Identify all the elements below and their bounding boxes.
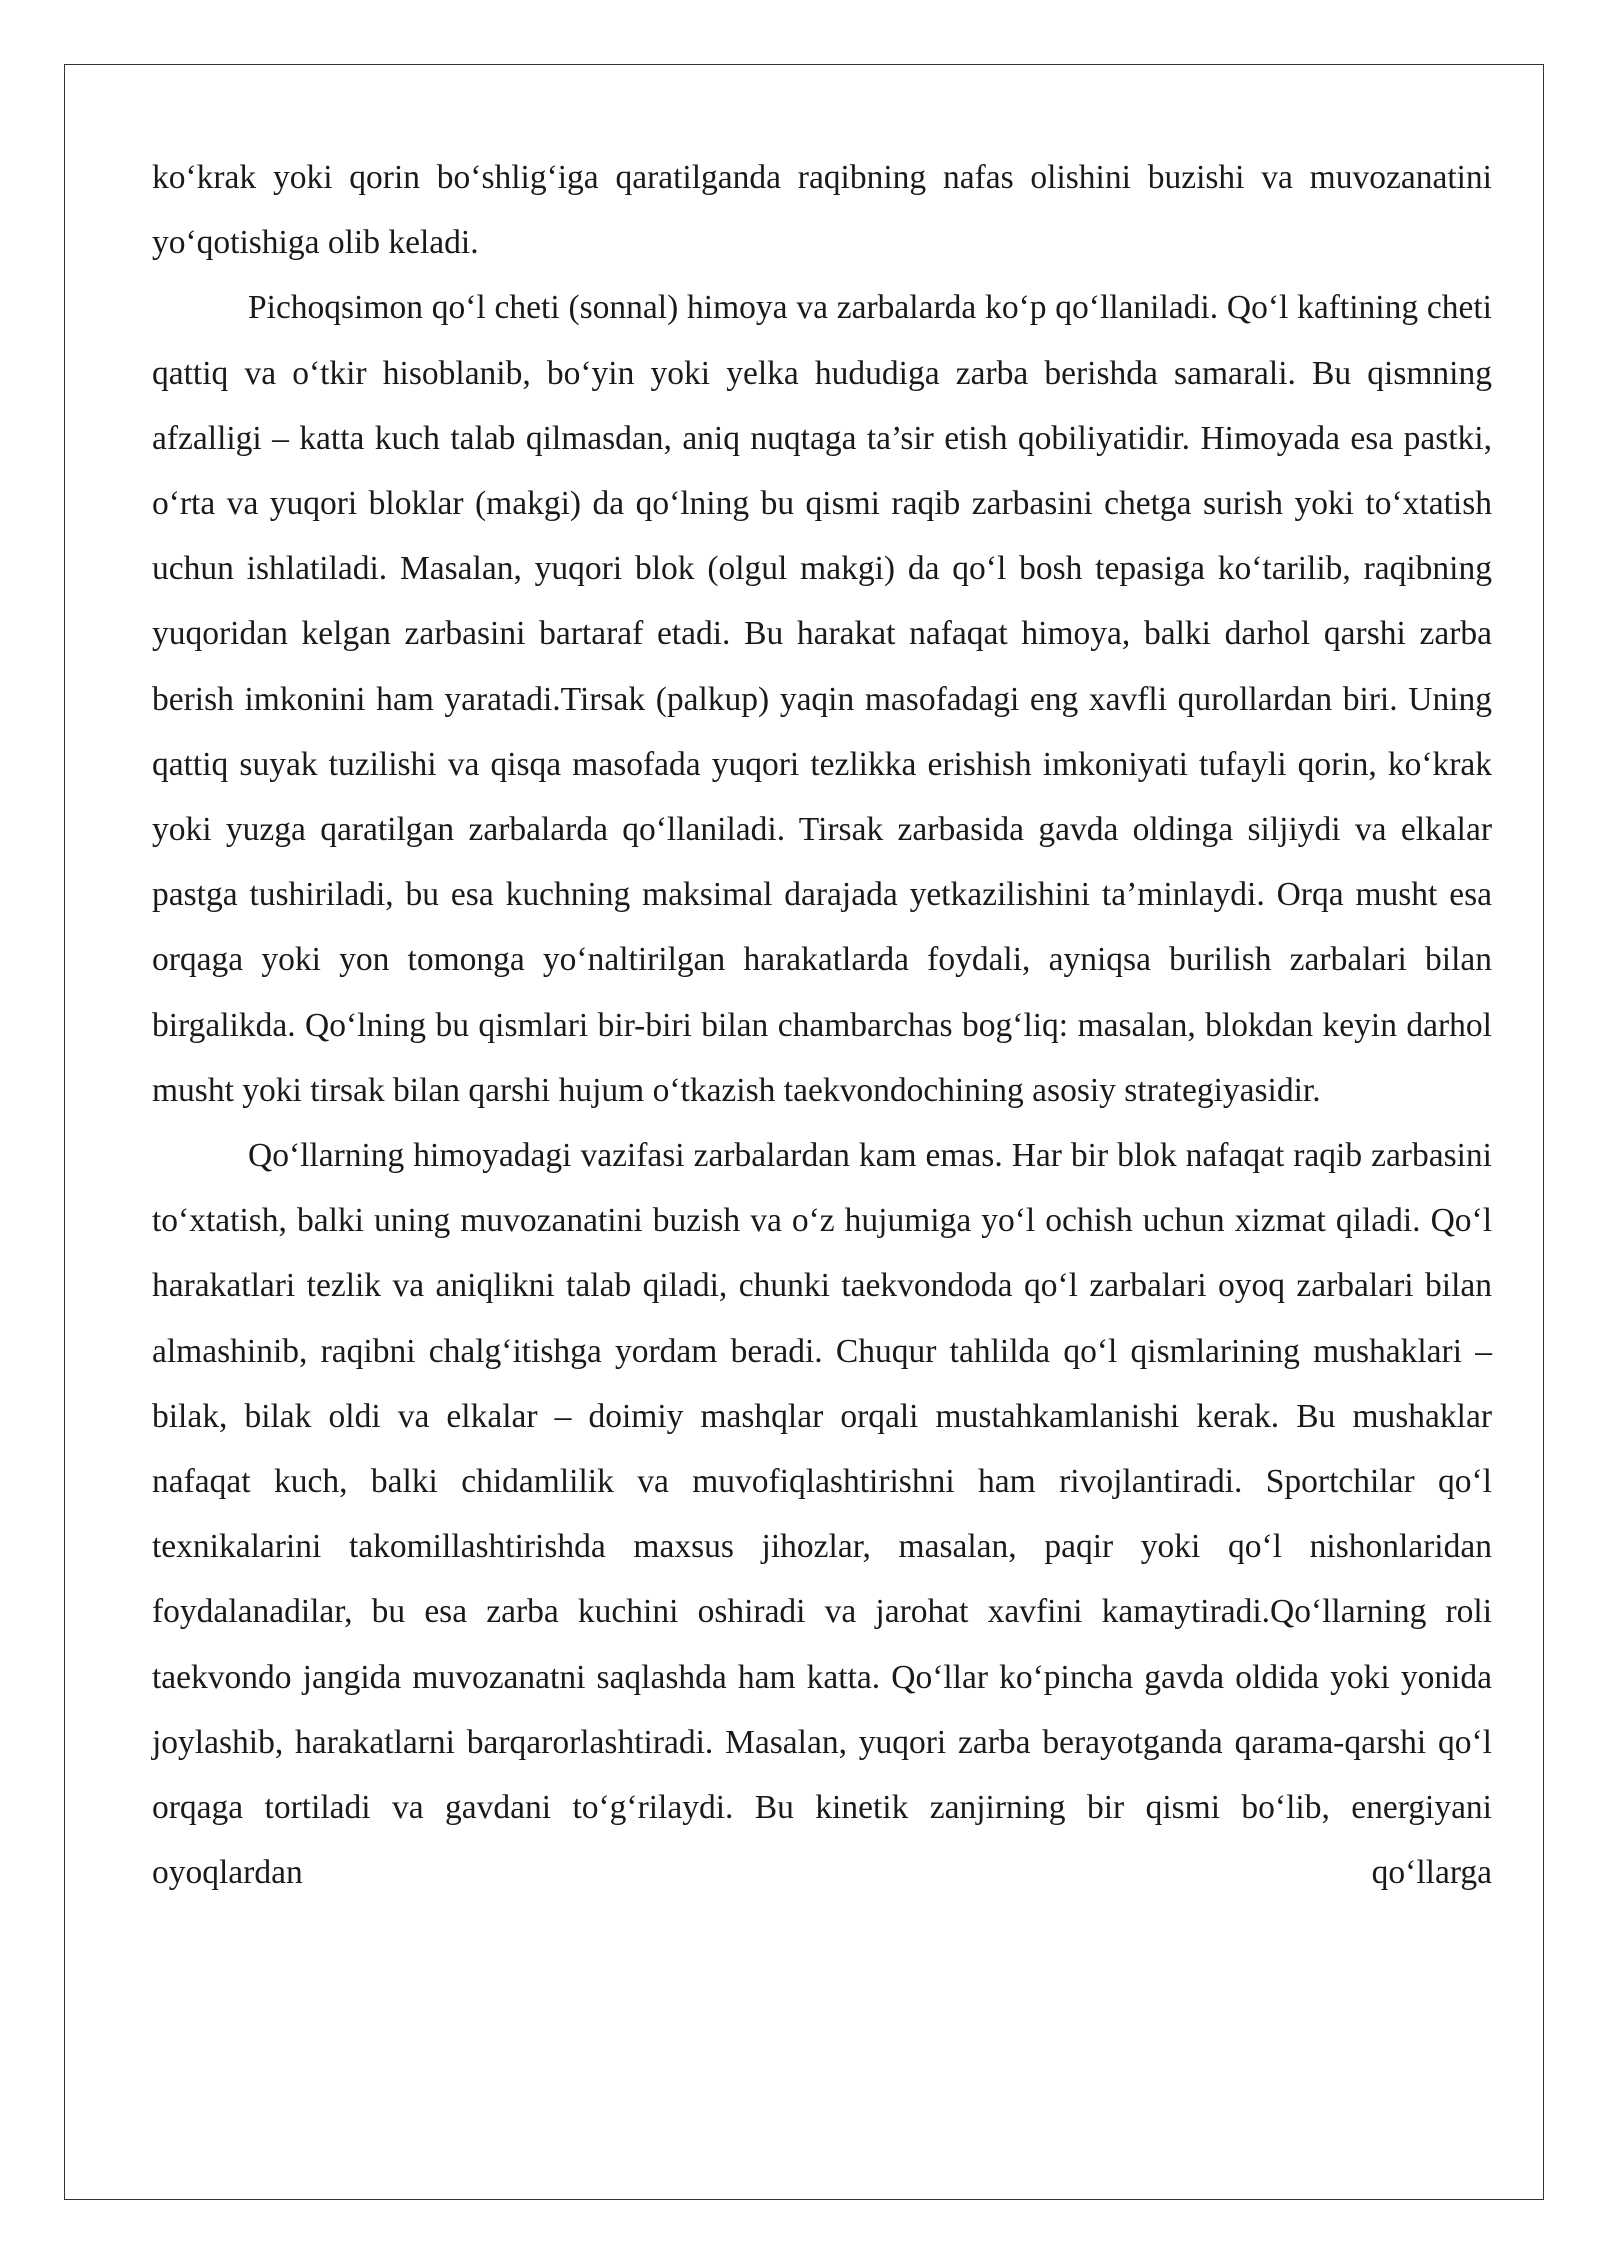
document-body bbox=[152, 145, 1492, 1905]
paragraph-hand-edge-elbow: Pichoqsimon qo‘l cheti (sonnal) himoya va zarbalarda ko‘p qo‘llaniladi. Qo‘l kaftining cheti qattiq va o‘tkir hisoblanib, bo‘yin yoki yelka hududiga zarba berishda samarali. Bu qismning afzalligi – katta kuch talab qilmasdan, aniq nuqtaga ta’sir etish qobiliyatidir. Himoyada esa pastki, o‘rta va yuqori bloklar (makgi) da qo‘lning bu qismi raqib zarbasini chetga surish yoki to‘xtatish uchun ishlatiladi. Masalan, yuqori blok (olgul makgi) da qo‘l bosh tepasiga ko‘tarilib, raqibning yuqoridan kelgan zarbasini bartaraf etadi. Bu harakat nafaqat himoya, balki darhol qarshi zarba berish imkonini ham yaratadi.Tirsak (palkup) yaqin masofadagi eng xavfli qurollardan biri. Uning qattiq suyak tuzilishi va qisqa masofada yuqori tezlikka erishish imkoniyati tufayli qorin, ko‘krak yoki yuzga qaratilgan zarbalarda qo‘llaniladi. Tirsak zarbasida gavda oldinga siljiydi va elkalar pastga tushiriladi, bu esa kuchning maksimal darajada yetkazilishini ta’minlaydi. Orqa musht esa orqaga yoki yon tomonga yo‘naltirilgan harakatlarda foydali, ayniqsa burilish zarbalari bilan birgalikda. Qo‘lning bu qismlari bir-biri bilan chambarchas bog‘liq: masalan, blokdan keyin darhol musht yoki tirsak bilan qarshi hujum o‘tkazish taekvondochining asosiy strategiyasidir. bbox=[152, 289, 1492, 1109]
paragraph-hand-defense: Qo‘llarning himoyadagi vazifasi zarbalardan kam emas. Har bir blok nafaqat raqib zarbasini to‘xtatish, balki uning muvozanatini buzish va o‘z hujumiga yo‘l ochish uchun xizmat qiladi. Qo‘l harakatlari tezlik va aniqlikni talab qiladi, chunki taekvondoda qo‘l zarbalari oyoq zarbalari bilan almashinib, raqibni chalg‘itishga yordam beradi. Chuqur tahlilda qo‘l qismlarining mushaklari – bilak, bilak oldi va elkalar – doimiy mashqlar orqali mustahkamlanishi kerak. Bu mushaklar nafaqat kuch, balki chidamlilik va muvofiqlashtirishni ham rivojlantiradi. Sportchilar qo‘l texnikalarini takomillashtirishda maxsus jihozlar, masalan, paqir yoki qo‘l nishonlaridan foydalanadilar, bu esa zarba kuchini oshiradi va jarohat xavfini kamaytiradi.Qo‘llarning roli taekvondo jangida muvozanatni saqlashda ham katta. Qo‘llar ko‘pincha gavda oldida yoki yonida joylashib, harakatlarni barqarorlashtiradi. Masalan, yuqori zarba berayotganda qarama-qarshi qo‘l orqaga tortiladi va gavdani to‘g‘rilaydi. Bu kinetik zanjirning bir qismi bo‘lib, energiyani oyoqlardan qo‘llarga bbox=[152, 1137, 1492, 1892]
paragraph-continuation: ko‘krak yoki qorin bo‘shlig‘iga qaratilganda raqibning nafas olishini buzishi va muvozanatini yo‘qotishiga olib keladi. bbox=[152, 159, 1492, 262]
